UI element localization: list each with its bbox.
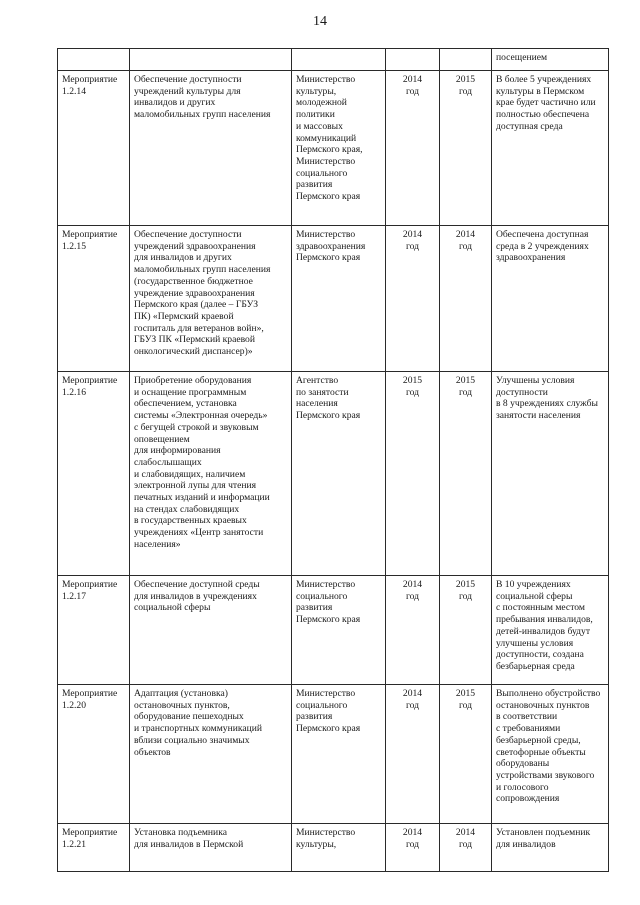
cell-id xyxy=(58,49,130,71)
cell-name: Приобретение оборудования и оснащение программным обеспечением, установка системы «Электронная очередь» с бегущей строкой и звуковым оповещением для информирования слабослышащих и слабовидящих, наличием электронной лупы для чтения печатных изданий и информации на стендах слабовидящих в государственных краевых учреждениях «Центр занятости населения» xyxy=(130,372,292,576)
cell-name: Обеспечение доступности учреждений культуры для инвалидов и других маломобильных групп населения xyxy=(130,71,292,226)
page-number: 14 xyxy=(313,14,327,29)
cell-start: 2014 год xyxy=(386,71,440,226)
cell-start: 2014 год xyxy=(386,226,440,372)
cell-start xyxy=(386,49,440,71)
cell-end: 2015 год xyxy=(440,372,492,576)
cell-executor: Министерство культуры, xyxy=(292,824,386,872)
cell-result: Улучшены условия доступности в 8 учреждениях службы занятости населения xyxy=(492,372,609,576)
cell-executor: Министерство культуры, молодежной политики и массовых коммуникаций Пермского края, Министерство социального развития Пермского края xyxy=(292,71,386,226)
table-row xyxy=(58,685,609,824)
table-row-continued xyxy=(58,49,609,71)
cell-name: Обеспечение доступности учреждений здравоохранения для инвалидов и других маломобильных групп населения (государственное бюджетное учреждение здравоохранения Пермского края (далее – ГБУЗ ПК) «Пермский краевой госпиталь для ветеранов войн», ГБУЗ ПК «Пермский краевой онкологический диспансер)» xyxy=(130,226,292,372)
cell-end: 2015 год xyxy=(440,576,492,685)
cell-id: Мероприятие 1.2.21 xyxy=(58,824,130,872)
cell-id: Мероприятие 1.2.17 xyxy=(58,576,130,685)
cell-id: Мероприятие 1.2.16 xyxy=(58,372,130,576)
cell-end: 2015 год xyxy=(440,71,492,226)
cell-end xyxy=(440,49,492,71)
cell-start: 2014 год xyxy=(386,576,440,685)
table-row xyxy=(58,372,609,576)
cell-executor: Министерство социального развития Пермского края xyxy=(292,576,386,685)
cell-name: Установка подъемника для инвалидов в Пермской xyxy=(130,824,292,872)
cell-name xyxy=(130,49,292,71)
cell-executor: Министерство социального развития Пермского края xyxy=(292,685,386,824)
cell-executor: Министерство здравоохранения Пермского края xyxy=(292,226,386,372)
cell-executor xyxy=(292,49,386,71)
cell-result: В более 5 учреждениях культуры в Пермском крае будет частично или полностью обеспечена доступная среда xyxy=(492,71,609,226)
cell-end: 2014 год xyxy=(440,824,492,872)
cell-end: 2015 год xyxy=(440,685,492,824)
cell-id: Мероприятие 1.2.15 xyxy=(58,226,130,372)
cell-id: Мероприятие 1.2.14 xyxy=(58,71,130,226)
table-row xyxy=(58,226,609,372)
cell-name: Обеспечение доступной среды для инвалидов в учреждениях социальной сферы xyxy=(130,576,292,685)
cell-name: Адаптация (установка) остановочных пунктов, оборудование пешеходных и транспортных коммуникаций вблизи социально значимых объектов xyxy=(130,685,292,824)
cell-result: Установлен подъемник для инвалидов xyxy=(492,824,609,872)
cell-result: В 10 учреждениях социальной сферы с постоянным местом пребывания инвалидов, детей-инвалидов будут улучшены условия доступности, создана безбарьерная среда xyxy=(492,576,609,685)
table-row xyxy=(58,824,609,872)
cell-start: 2015 год xyxy=(386,372,440,576)
cell-result: Обеспечена доступная среда в 2 учреждениях здравоохранения xyxy=(492,226,609,372)
table-row xyxy=(58,576,609,685)
cell-id: Мероприятие 1.2.20 xyxy=(58,685,130,824)
cell-start: 2014 год xyxy=(386,685,440,824)
cell-executor: Агентство по занятости населения Пермского края xyxy=(292,372,386,576)
table-row xyxy=(58,71,609,226)
measures-table xyxy=(57,48,609,872)
cell-result: посещением xyxy=(492,49,609,71)
cell-end: 2014 год xyxy=(440,226,492,372)
cell-start: 2014 год xyxy=(386,824,440,872)
cell-result: Выполнено обустройство остановочных пунктов в соответствии с требованиями безбарьерной среды, светофорные объекты оборудованы устройствами звукового и голосового сопровождения xyxy=(492,685,609,824)
